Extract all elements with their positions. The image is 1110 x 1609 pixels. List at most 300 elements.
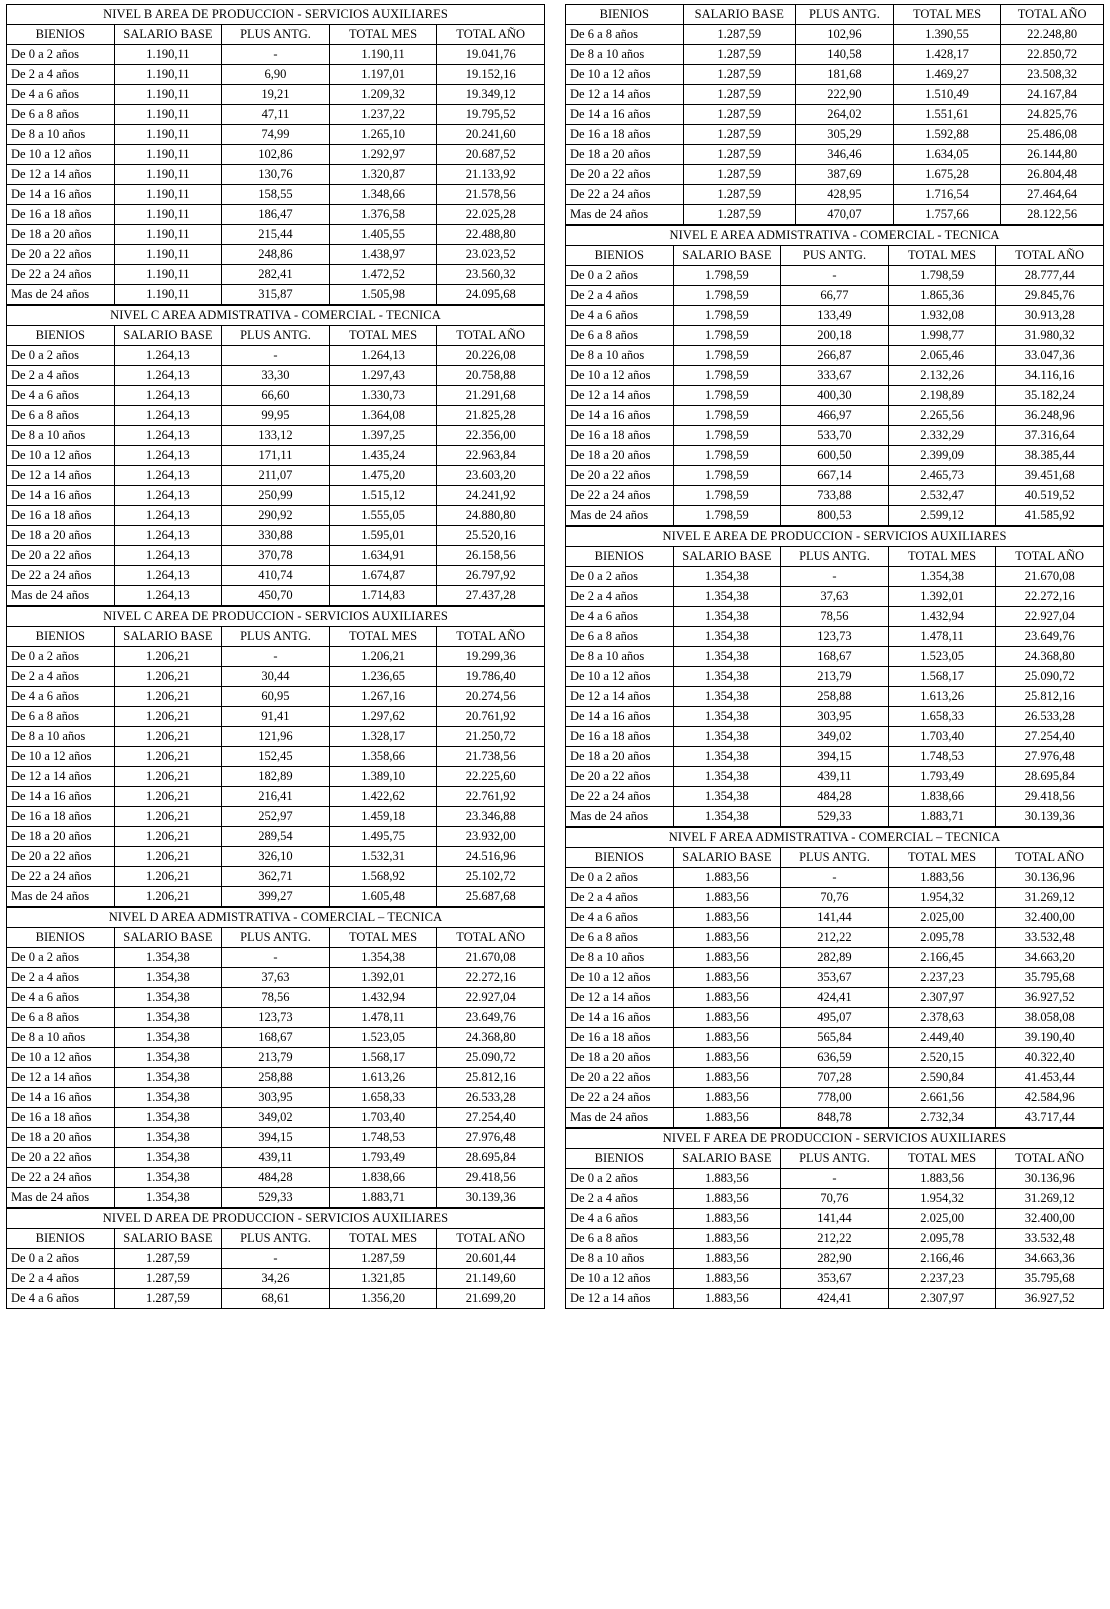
table-cell: 25.090,72 xyxy=(996,667,1104,687)
table-row xyxy=(566,1289,1104,1309)
table-title: NIVEL D AREA DE PRODUCCION - SERVICIOS AUXILIARES xyxy=(7,1209,545,1229)
table-cell: 37,63 xyxy=(781,587,889,607)
column-header: SALARIO BASE xyxy=(673,246,781,266)
table-cell: 600,50 xyxy=(781,446,889,466)
table-cell: - xyxy=(781,1169,889,1189)
table-cell: 1.354,38 xyxy=(673,687,781,707)
table-cell: 32.400,00 xyxy=(996,1209,1104,1229)
table-cell: 28.122,56 xyxy=(1001,205,1104,225)
table-cell: 34.663,20 xyxy=(996,948,1104,968)
table-cell: De 10 a 12 años xyxy=(566,667,674,687)
table-row xyxy=(7,1148,545,1168)
table-cell: 484,28 xyxy=(222,1168,330,1188)
table-row xyxy=(7,727,545,747)
table-cell: Mas de 24 años xyxy=(566,506,674,526)
table-row xyxy=(566,888,1104,908)
table-cell: 1.397,25 xyxy=(329,426,437,446)
table-cell: 102,86 xyxy=(222,145,330,165)
table-cell: Mas de 24 años xyxy=(7,586,115,606)
table-cell: 1.390,55 xyxy=(893,25,1001,45)
column-header: BIENIOS xyxy=(7,326,115,346)
column-header: SALARIO BASE xyxy=(114,627,222,647)
table-cell: De 10 a 12 años xyxy=(7,145,115,165)
table-cell: 25.812,16 xyxy=(996,687,1104,707)
table-cell: De 22 a 24 años xyxy=(7,265,115,285)
table-cell: 28.777,44 xyxy=(996,266,1104,286)
table-cell: De 12 a 14 años xyxy=(566,85,684,105)
table-cell: 141,44 xyxy=(781,1209,889,1229)
table-header-row xyxy=(7,326,545,346)
table-cell: 1.190,11 xyxy=(114,105,222,125)
table-header-row xyxy=(7,627,545,647)
table-cell: 140,58 xyxy=(796,45,894,65)
table-cell: Mas de 24 años xyxy=(566,1108,674,1128)
table-title-row xyxy=(566,226,1104,246)
table-header-row xyxy=(566,5,1104,25)
table-row xyxy=(7,205,545,225)
table-cell: 410,74 xyxy=(222,566,330,586)
table-cell: 636,59 xyxy=(781,1048,889,1068)
table-cell: 394,15 xyxy=(222,1128,330,1148)
table-cell: 1.264,13 xyxy=(114,346,222,366)
table-cell: 1.793,49 xyxy=(329,1148,437,1168)
table-cell: 1.354,38 xyxy=(673,587,781,607)
table-cell: 20.758,88 xyxy=(437,366,545,386)
column-header: TOTAL AÑO xyxy=(996,246,1104,266)
table-cell: 20.687,52 xyxy=(437,145,545,165)
table-cell: 2.465,73 xyxy=(888,466,996,486)
column-header: SALARIO BASE xyxy=(673,848,781,868)
table-cell: 35.795,68 xyxy=(996,968,1104,988)
table-cell: 1.883,56 xyxy=(888,1169,996,1189)
table-cell: 1.432,94 xyxy=(888,607,996,627)
table-cell: 399,27 xyxy=(222,887,330,907)
column-header: TOTAL AÑO xyxy=(437,627,545,647)
table-cell: 1.206,21 xyxy=(329,647,437,667)
column-header: SALARIO BASE xyxy=(114,326,222,346)
table-cell: 1.190,11 xyxy=(114,125,222,145)
table-cell: 1.523,05 xyxy=(888,647,996,667)
table-row xyxy=(566,125,1104,145)
table-cell: 707,28 xyxy=(781,1068,889,1088)
table-cell: 133,49 xyxy=(781,306,889,326)
salary-table xyxy=(565,827,1104,1128)
table-cell: De 16 a 18 años xyxy=(566,426,674,446)
table-cell: 1.206,21 xyxy=(114,887,222,907)
table-cell: 27.464,64 xyxy=(1001,185,1104,205)
table-cell: 1.354,38 xyxy=(673,667,781,687)
table-cell: De 16 a 18 años xyxy=(566,125,684,145)
table-cell: 424,41 xyxy=(781,988,889,1008)
table-cell: 495,07 xyxy=(781,1008,889,1028)
salary-table xyxy=(6,606,545,907)
table-cell: 1.320,87 xyxy=(329,165,437,185)
table-cell: 1.354,38 xyxy=(673,807,781,827)
table-cell: 1.364,08 xyxy=(329,406,437,426)
table-cell: 2.166,46 xyxy=(888,1249,996,1269)
table-cell: De 20 a 22 años xyxy=(7,1148,115,1168)
table-cell: 22.850,72 xyxy=(1001,45,1104,65)
table-title: NIVEL C AREA ADMISTRATIVA - COMERCIAL - TECNICA xyxy=(7,306,545,326)
table-cell: 24.880,80 xyxy=(437,506,545,526)
table-cell: 1.190,11 xyxy=(114,85,222,105)
table-row xyxy=(7,1128,545,1148)
table-cell: 1.287,59 xyxy=(114,1289,222,1309)
table-cell: 23.560,32 xyxy=(437,265,545,285)
table-cell: 1.838,66 xyxy=(888,787,996,807)
table-cell: 1.354,38 xyxy=(673,767,781,787)
table-cell: 1.354,38 xyxy=(114,1008,222,1028)
column-header: SALARIO BASE xyxy=(683,5,796,25)
table-cell: De 20 a 22 años xyxy=(566,165,684,185)
table-cell: 2.378,63 xyxy=(888,1008,996,1028)
table-cell: 34.116,16 xyxy=(996,366,1104,386)
table-cell: 1.568,17 xyxy=(329,1048,437,1068)
table-cell: De 16 a 18 años xyxy=(566,727,674,747)
table-row xyxy=(566,968,1104,988)
table-cell: De 8 a 10 años xyxy=(566,1249,674,1269)
table-cell: 439,11 xyxy=(781,767,889,787)
column-header: TOTAL MES xyxy=(893,5,1001,25)
table-cell: De 20 a 22 años xyxy=(7,245,115,265)
table-title: NIVEL E AREA ADMISTRATIVA - COMERCIAL - TECNICA xyxy=(566,226,1104,246)
table-cell: 1.264,13 xyxy=(114,486,222,506)
table-cell: De 4 a 6 años xyxy=(7,1289,115,1309)
table-cell: De 4 a 6 años xyxy=(566,1209,674,1229)
table-row xyxy=(7,526,545,546)
table-row xyxy=(7,1008,545,1028)
column-header: TOTAL MES xyxy=(329,25,437,45)
table-header-row xyxy=(7,1229,545,1249)
table-cell: De 22 a 24 años xyxy=(566,787,674,807)
table-cell: 1.206,21 xyxy=(114,867,222,887)
table-cell: 264,02 xyxy=(796,105,894,125)
table-cell: 25.102,72 xyxy=(437,867,545,887)
table-cell: 565,84 xyxy=(781,1028,889,1048)
table-cell: - xyxy=(222,948,330,968)
table-cell: 1.469,27 xyxy=(893,65,1001,85)
table-cell: 68,61 xyxy=(222,1289,330,1309)
table-cell: 1.190,11 xyxy=(114,145,222,165)
table-cell: De 12 a 14 años xyxy=(566,687,674,707)
salary-table xyxy=(565,526,1104,827)
table-cell: 25.486,08 xyxy=(1001,125,1104,145)
table-cell: 1.287,59 xyxy=(683,165,796,185)
table-cell: 1.883,56 xyxy=(673,988,781,1008)
table-cell: De 6 a 8 años xyxy=(566,326,674,346)
table-cell: 26.144,80 xyxy=(1001,145,1104,165)
table-cell: 212,22 xyxy=(781,928,889,948)
table-cell: 400,30 xyxy=(781,386,889,406)
table-cell: 1.206,21 xyxy=(114,707,222,727)
table-title-row xyxy=(7,908,545,928)
table-cell: 1.287,59 xyxy=(683,125,796,145)
table-cell: 290,92 xyxy=(222,506,330,526)
column-header: BIENIOS xyxy=(7,627,115,647)
salary-table xyxy=(565,225,1104,526)
table-cell: 26.533,28 xyxy=(996,707,1104,727)
table-cell: 252,97 xyxy=(222,807,330,827)
table-cell: 37,63 xyxy=(222,968,330,988)
column-header: BIENIOS xyxy=(566,1149,674,1169)
table-cell: 1.459,18 xyxy=(329,807,437,827)
table-cell: 102,96 xyxy=(796,25,894,45)
salary-table xyxy=(6,4,545,305)
table-cell: 1.798,59 xyxy=(673,346,781,366)
table-row xyxy=(7,486,545,506)
table-cell: De 12 a 14 años xyxy=(7,466,115,486)
table-title: NIVEL D AREA ADMISTRATIVA - COMERCIAL – TECNICA xyxy=(7,908,545,928)
table-cell: De 10 a 12 años xyxy=(7,446,115,466)
table-cell: 26.797,92 xyxy=(437,566,545,586)
table-cell: 20.241,60 xyxy=(437,125,545,145)
table-cell: Mas de 24 años xyxy=(7,285,115,305)
table-row xyxy=(566,1028,1104,1048)
table-row xyxy=(566,366,1104,386)
table-row xyxy=(566,326,1104,346)
table-cell: De 10 a 12 años xyxy=(566,968,674,988)
column-header: SALARIO BASE xyxy=(114,25,222,45)
table-cell: 1.634,91 xyxy=(329,546,437,566)
table-row xyxy=(7,1088,545,1108)
column-header: BIENIOS xyxy=(566,5,684,25)
table-cell: De 2 a 4 años xyxy=(7,366,115,386)
table-cell: 24.516,96 xyxy=(437,847,545,867)
table-title-row xyxy=(566,1129,1104,1149)
table-cell: 41.453,44 xyxy=(996,1068,1104,1088)
table-cell: 168,67 xyxy=(781,647,889,667)
table-cell: 1.287,59 xyxy=(683,145,796,165)
table-cell: 1.287,59 xyxy=(683,25,796,45)
table-cell: 1.883,56 xyxy=(673,1108,781,1128)
table-cell: 1.674,87 xyxy=(329,566,437,586)
table-cell: De 14 a 16 años xyxy=(566,105,684,125)
table-row xyxy=(566,1088,1104,1108)
table-cell: 1.287,59 xyxy=(114,1269,222,1289)
table-cell: 1.883,56 xyxy=(673,1048,781,1068)
table-row xyxy=(7,125,545,145)
table-row xyxy=(7,1168,545,1188)
table-cell: 1.354,38 xyxy=(114,1028,222,1048)
table-cell: 2.025,00 xyxy=(888,908,996,928)
table-cell: De 16 a 18 años xyxy=(7,506,115,526)
table-cell: 1.798,59 xyxy=(673,446,781,466)
table-cell: De 0 a 2 años xyxy=(566,266,674,286)
table-cell: - xyxy=(781,868,889,888)
table-cell: De 18 a 20 años xyxy=(566,747,674,767)
table-cell: 216,41 xyxy=(222,787,330,807)
table-cell: De 16 a 18 años xyxy=(7,205,115,225)
table-title-row xyxy=(566,828,1104,848)
table-cell: 2.520,15 xyxy=(888,1048,996,1068)
table-row xyxy=(7,346,545,366)
table-row xyxy=(566,85,1104,105)
table-cell: 37.316,64 xyxy=(996,426,1104,446)
table-cell: 1.703,40 xyxy=(888,727,996,747)
table-cell: 1.472,52 xyxy=(329,265,437,285)
table-cell: 35.182,24 xyxy=(996,386,1104,406)
table-cell: 1.389,10 xyxy=(329,767,437,787)
table-cell: 1.264,13 xyxy=(114,446,222,466)
table-cell: 1.883,56 xyxy=(673,1088,781,1108)
table-cell: 1.264,13 xyxy=(114,406,222,426)
table-cell: 370,78 xyxy=(222,546,330,566)
table-cell: 29.418,56 xyxy=(996,787,1104,807)
column-header: BIENIOS xyxy=(7,928,115,948)
table-cell: De 2 a 4 años xyxy=(566,587,674,607)
column-header: PLUS ANTG. xyxy=(222,326,330,346)
table-cell: 1.190,11 xyxy=(114,265,222,285)
table-cell: De 16 a 18 años xyxy=(566,1028,674,1048)
table-cell: 1.838,66 xyxy=(329,1168,437,1188)
table-cell: 470,07 xyxy=(796,205,894,225)
table-cell: De 4 a 6 años xyxy=(7,386,115,406)
table-cell: 1.354,38 xyxy=(114,968,222,988)
table-row xyxy=(566,707,1104,727)
table-cell: 60,95 xyxy=(222,687,330,707)
table-cell: 22.488,80 xyxy=(437,225,545,245)
table-row xyxy=(7,65,545,85)
table-header-row xyxy=(566,848,1104,868)
table-cell: 22.927,04 xyxy=(996,607,1104,627)
table-cell: 1.354,38 xyxy=(114,1048,222,1068)
table-cell: 330,88 xyxy=(222,526,330,546)
table-row xyxy=(566,667,1104,687)
table-cell: 22.963,84 xyxy=(437,446,545,466)
table-cell: 1.798,59 xyxy=(673,386,781,406)
table-cell: 1.798,59 xyxy=(673,506,781,526)
table-row xyxy=(566,266,1104,286)
column-header: PLUS ANTG. xyxy=(222,928,330,948)
table-cell: 1.206,21 xyxy=(114,647,222,667)
column-header: PLUS ANTG. xyxy=(222,627,330,647)
table-cell: 1.883,56 xyxy=(673,1189,781,1209)
table-cell: 529,33 xyxy=(781,807,889,827)
table-cell: 23.023,52 xyxy=(437,245,545,265)
left-column xyxy=(6,4,555,1609)
table-cell: 40.519,52 xyxy=(996,486,1104,506)
table-cell: 19,21 xyxy=(222,85,330,105)
table-cell: 1.883,56 xyxy=(673,908,781,928)
table-cell: De 0 a 2 años xyxy=(7,948,115,968)
table-cell: 26.533,28 xyxy=(437,1088,545,1108)
table-cell: 1.716,54 xyxy=(893,185,1001,205)
table-row xyxy=(566,1048,1104,1068)
table-cell: 121,96 xyxy=(222,727,330,747)
table-cell: 1.206,21 xyxy=(114,787,222,807)
table-cell: 303,95 xyxy=(222,1088,330,1108)
table-cell: 250,99 xyxy=(222,486,330,506)
table-cell: 1.405,55 xyxy=(329,225,437,245)
table-cell: De 12 a 14 años xyxy=(566,1289,674,1309)
table-cell: De 20 a 22 años xyxy=(7,546,115,566)
column-header: PUS ANTG. xyxy=(781,246,889,266)
table-cell: 1.287,59 xyxy=(683,105,796,125)
table-cell: 22.272,16 xyxy=(437,968,545,988)
table-cell: 20.274,56 xyxy=(437,687,545,707)
table-cell: 23.932,00 xyxy=(437,827,545,847)
table-cell: De 22 a 24 años xyxy=(7,1168,115,1188)
right-column xyxy=(555,4,1104,1609)
table-cell: De 2 a 4 años xyxy=(7,667,115,687)
table-row xyxy=(7,45,545,65)
table-cell: 186,47 xyxy=(222,205,330,225)
table-cell: 27.254,40 xyxy=(437,1108,545,1128)
table-cell: 1.613,26 xyxy=(888,687,996,707)
table-cell: 326,10 xyxy=(222,847,330,867)
table-cell: 439,11 xyxy=(222,1148,330,1168)
column-header: TOTAL MES xyxy=(888,246,996,266)
table-cell: De 14 a 16 años xyxy=(7,787,115,807)
table-cell: 30.136,96 xyxy=(996,1169,1104,1189)
table-cell: 266,87 xyxy=(781,346,889,366)
table-cell: 1.264,13 xyxy=(329,346,437,366)
table-row xyxy=(566,306,1104,326)
table-cell: 1.354,38 xyxy=(114,948,222,968)
table-cell: 1.358,66 xyxy=(329,747,437,767)
table-cell: 1.515,12 xyxy=(329,486,437,506)
table-cell: De 0 a 2 años xyxy=(566,1169,674,1189)
table-cell: De 2 a 4 años xyxy=(7,968,115,988)
table-cell: 1.297,62 xyxy=(329,707,437,727)
table-cell: Mas de 24 años xyxy=(566,205,684,225)
table-cell: 1.206,21 xyxy=(114,747,222,767)
table-cell: De 12 a 14 años xyxy=(566,988,674,1008)
column-header: SALARIO BASE xyxy=(114,928,222,948)
table-cell: - xyxy=(781,567,889,587)
table-cell: 22.761,92 xyxy=(437,787,545,807)
table-cell: Mas de 24 años xyxy=(566,807,674,827)
table-cell: 1.264,13 xyxy=(114,466,222,486)
table-row xyxy=(566,286,1104,306)
table-cell: De 16 a 18 años xyxy=(7,1108,115,1128)
table-cell: 22.927,04 xyxy=(437,988,545,1008)
table-cell: De 10 a 12 años xyxy=(7,1048,115,1068)
table-row xyxy=(7,667,545,687)
table-cell: 1.354,38 xyxy=(673,727,781,747)
table-cell: De 18 a 20 años xyxy=(566,446,674,466)
table-cell: 1.264,13 xyxy=(114,386,222,406)
column-header: TOTAL AÑO xyxy=(1001,5,1104,25)
table-cell: 25.812,16 xyxy=(437,1068,545,1088)
table-cell: 333,67 xyxy=(781,366,889,386)
column-header: BIENIOS xyxy=(566,547,674,567)
table-row xyxy=(566,45,1104,65)
table-cell: 213,79 xyxy=(222,1048,330,1068)
table-cell: 305,29 xyxy=(796,125,894,145)
salary-table xyxy=(6,1208,545,1309)
table-cell: 213,79 xyxy=(781,667,889,687)
table-cell: 1.237,22 xyxy=(329,105,437,125)
table-cell: 133,12 xyxy=(222,426,330,446)
table-cell: 466,97 xyxy=(781,406,889,426)
table-cell: 1.206,21 xyxy=(114,667,222,687)
table-cell: 33.047,36 xyxy=(996,346,1104,366)
table-row xyxy=(7,707,545,727)
table-cell: 1.328,17 xyxy=(329,727,437,747)
table-cell: De 8 a 10 años xyxy=(566,45,684,65)
table-cell: 43.717,44 xyxy=(996,1108,1104,1128)
table-cell: De 18 a 20 años xyxy=(7,827,115,847)
table-cell: 1.428,17 xyxy=(893,45,1001,65)
table-row xyxy=(7,406,545,426)
table-cell: 66,60 xyxy=(222,386,330,406)
table-cell: 19.795,52 xyxy=(437,105,545,125)
column-header: PLUS ANTG. xyxy=(781,1149,889,1169)
table-row xyxy=(7,145,545,165)
table-row xyxy=(566,185,1104,205)
table-row xyxy=(566,426,1104,446)
